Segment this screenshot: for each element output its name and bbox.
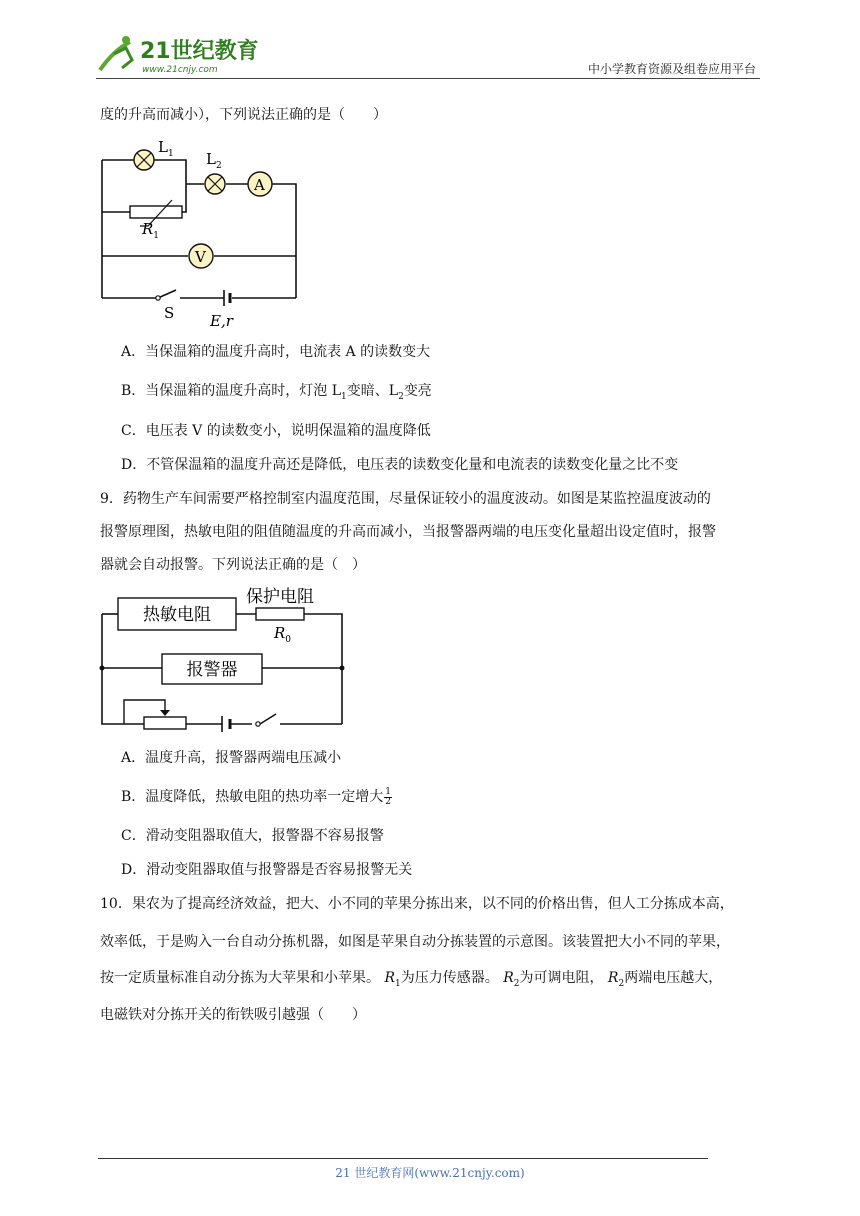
svg-text:报警器: 报警器 (186, 660, 238, 680)
lamp-L1-icon (134, 150, 154, 170)
svg-text:热敏电阻: 热敏电阻 (143, 605, 211, 625)
svg-text:21世纪教育: 21世纪教育 (140, 39, 259, 64)
q10-stem-line2: 效率低，于是购入一台自动分拣机器，如图是苹果自动分拣装置的示意图。该装置把大小不同的苹果， (100, 934, 730, 950)
resistor-R0-icon (256, 608, 304, 620)
q9-stem-line3: 器就会自动报警。下列说法正确的是（ ） (100, 557, 366, 573)
q9-option-d: D．滑动变阻器取值与报警器是否容易报警无关 (121, 862, 413, 878)
q9-option-c: C．滑动变阻器取值大，报警器不容易报警 (121, 828, 384, 844)
thermistor-box (118, 598, 236, 630)
thermistor-R1-icon (130, 200, 182, 226)
battery-icon (224, 290, 230, 306)
q8-stem-tail: 度的升高而减小），下列说法正确的是（ ） (100, 107, 387, 123)
battery-icon (222, 716, 230, 732)
page-footer: 21 世纪教育网(www.21cnjy.com) (335, 1166, 525, 1180)
q8-circuit-figure (96, 138, 306, 330)
label-protect-resistor: 保护电阻 (246, 587, 314, 607)
q9-stem-line2: 报警原理图，热敏电阻的阻值随温度的升高而减小，当报警器两端的电压变化量超出设定值时，报警 (100, 524, 716, 540)
q8-option-a: A．当保温箱的温度升高时，电流表 A 的读数变大 (121, 344, 431, 360)
label-Er: E,r (210, 312, 233, 330)
ammeter-icon (248, 172, 272, 196)
voltmeter-icon (189, 244, 213, 268)
q10-stem-line4: 电磁铁对分拣开关的衔铁吸引越强（ ） (100, 1007, 366, 1023)
q8-option-c: C．电压表 V 的读数变小，说明保温箱的温度降低 (121, 423, 431, 439)
q9-option-b: B．温度降低，热敏电阻的热功率一定增大 $\frac{1}{2}$ (121, 786, 392, 807)
svg-text:V: V (195, 248, 206, 266)
svg-text:A: A (254, 176, 265, 194)
q9-circuit-figure (96, 584, 356, 732)
rheostat-icon (124, 700, 186, 729)
alarm-box (162, 654, 262, 684)
q9-stem-line1: 9．药物生产车间需要严格控制室内温度范围，尽量保证较小的温度波动。如图是某监控温度波动的 (100, 491, 711, 507)
label-R0: $R_0$ (274, 624, 292, 645)
label-R1: $R_1$ (142, 220, 160, 241)
q8-option-d: D．不管保温箱的温度升高还是降低，电压表的读数变化量和电流表的读数变化量之比不变 (121, 457, 679, 473)
header-divider (96, 78, 760, 79)
q10-stem-line3: 按一定质量标准自动分拣为大苹果和小苹果。 $R_1$为压力传感器。 $R_2$为可调电阻， $R_2$两端电压越大， (100, 970, 723, 989)
q9-option-a: A．温度升高，报警器两端电压减小 (121, 750, 342, 766)
label-S: S (164, 304, 175, 322)
label-L1: $L_1$ (158, 138, 174, 159)
q8-option-b: B．当保温箱的温度升高时，灯泡 $L_1$变暗、$L_2$变亮 (121, 383, 432, 402)
page-header (96, 32, 760, 80)
label-L2: $L_2$ (206, 150, 222, 171)
svg-text:www.21cnjy.com: www.21cnjy.com (142, 65, 218, 75)
site-logo (96, 32, 266, 78)
platform-name: 中小学教育资源及组卷应用平台 (587, 62, 756, 76)
q10-stem-line1: 10．果农为了提高经济效益，把大、小不同的苹果分拣出来，以不同的价格出售，但人工分拣成本高， (100, 896, 734, 912)
switch-icon (256, 722, 260, 726)
fraction-one-half: $\frac{1}{2}$ (385, 786, 392, 807)
lamp-L2-icon (205, 174, 225, 194)
footer-divider (98, 1158, 708, 1159)
